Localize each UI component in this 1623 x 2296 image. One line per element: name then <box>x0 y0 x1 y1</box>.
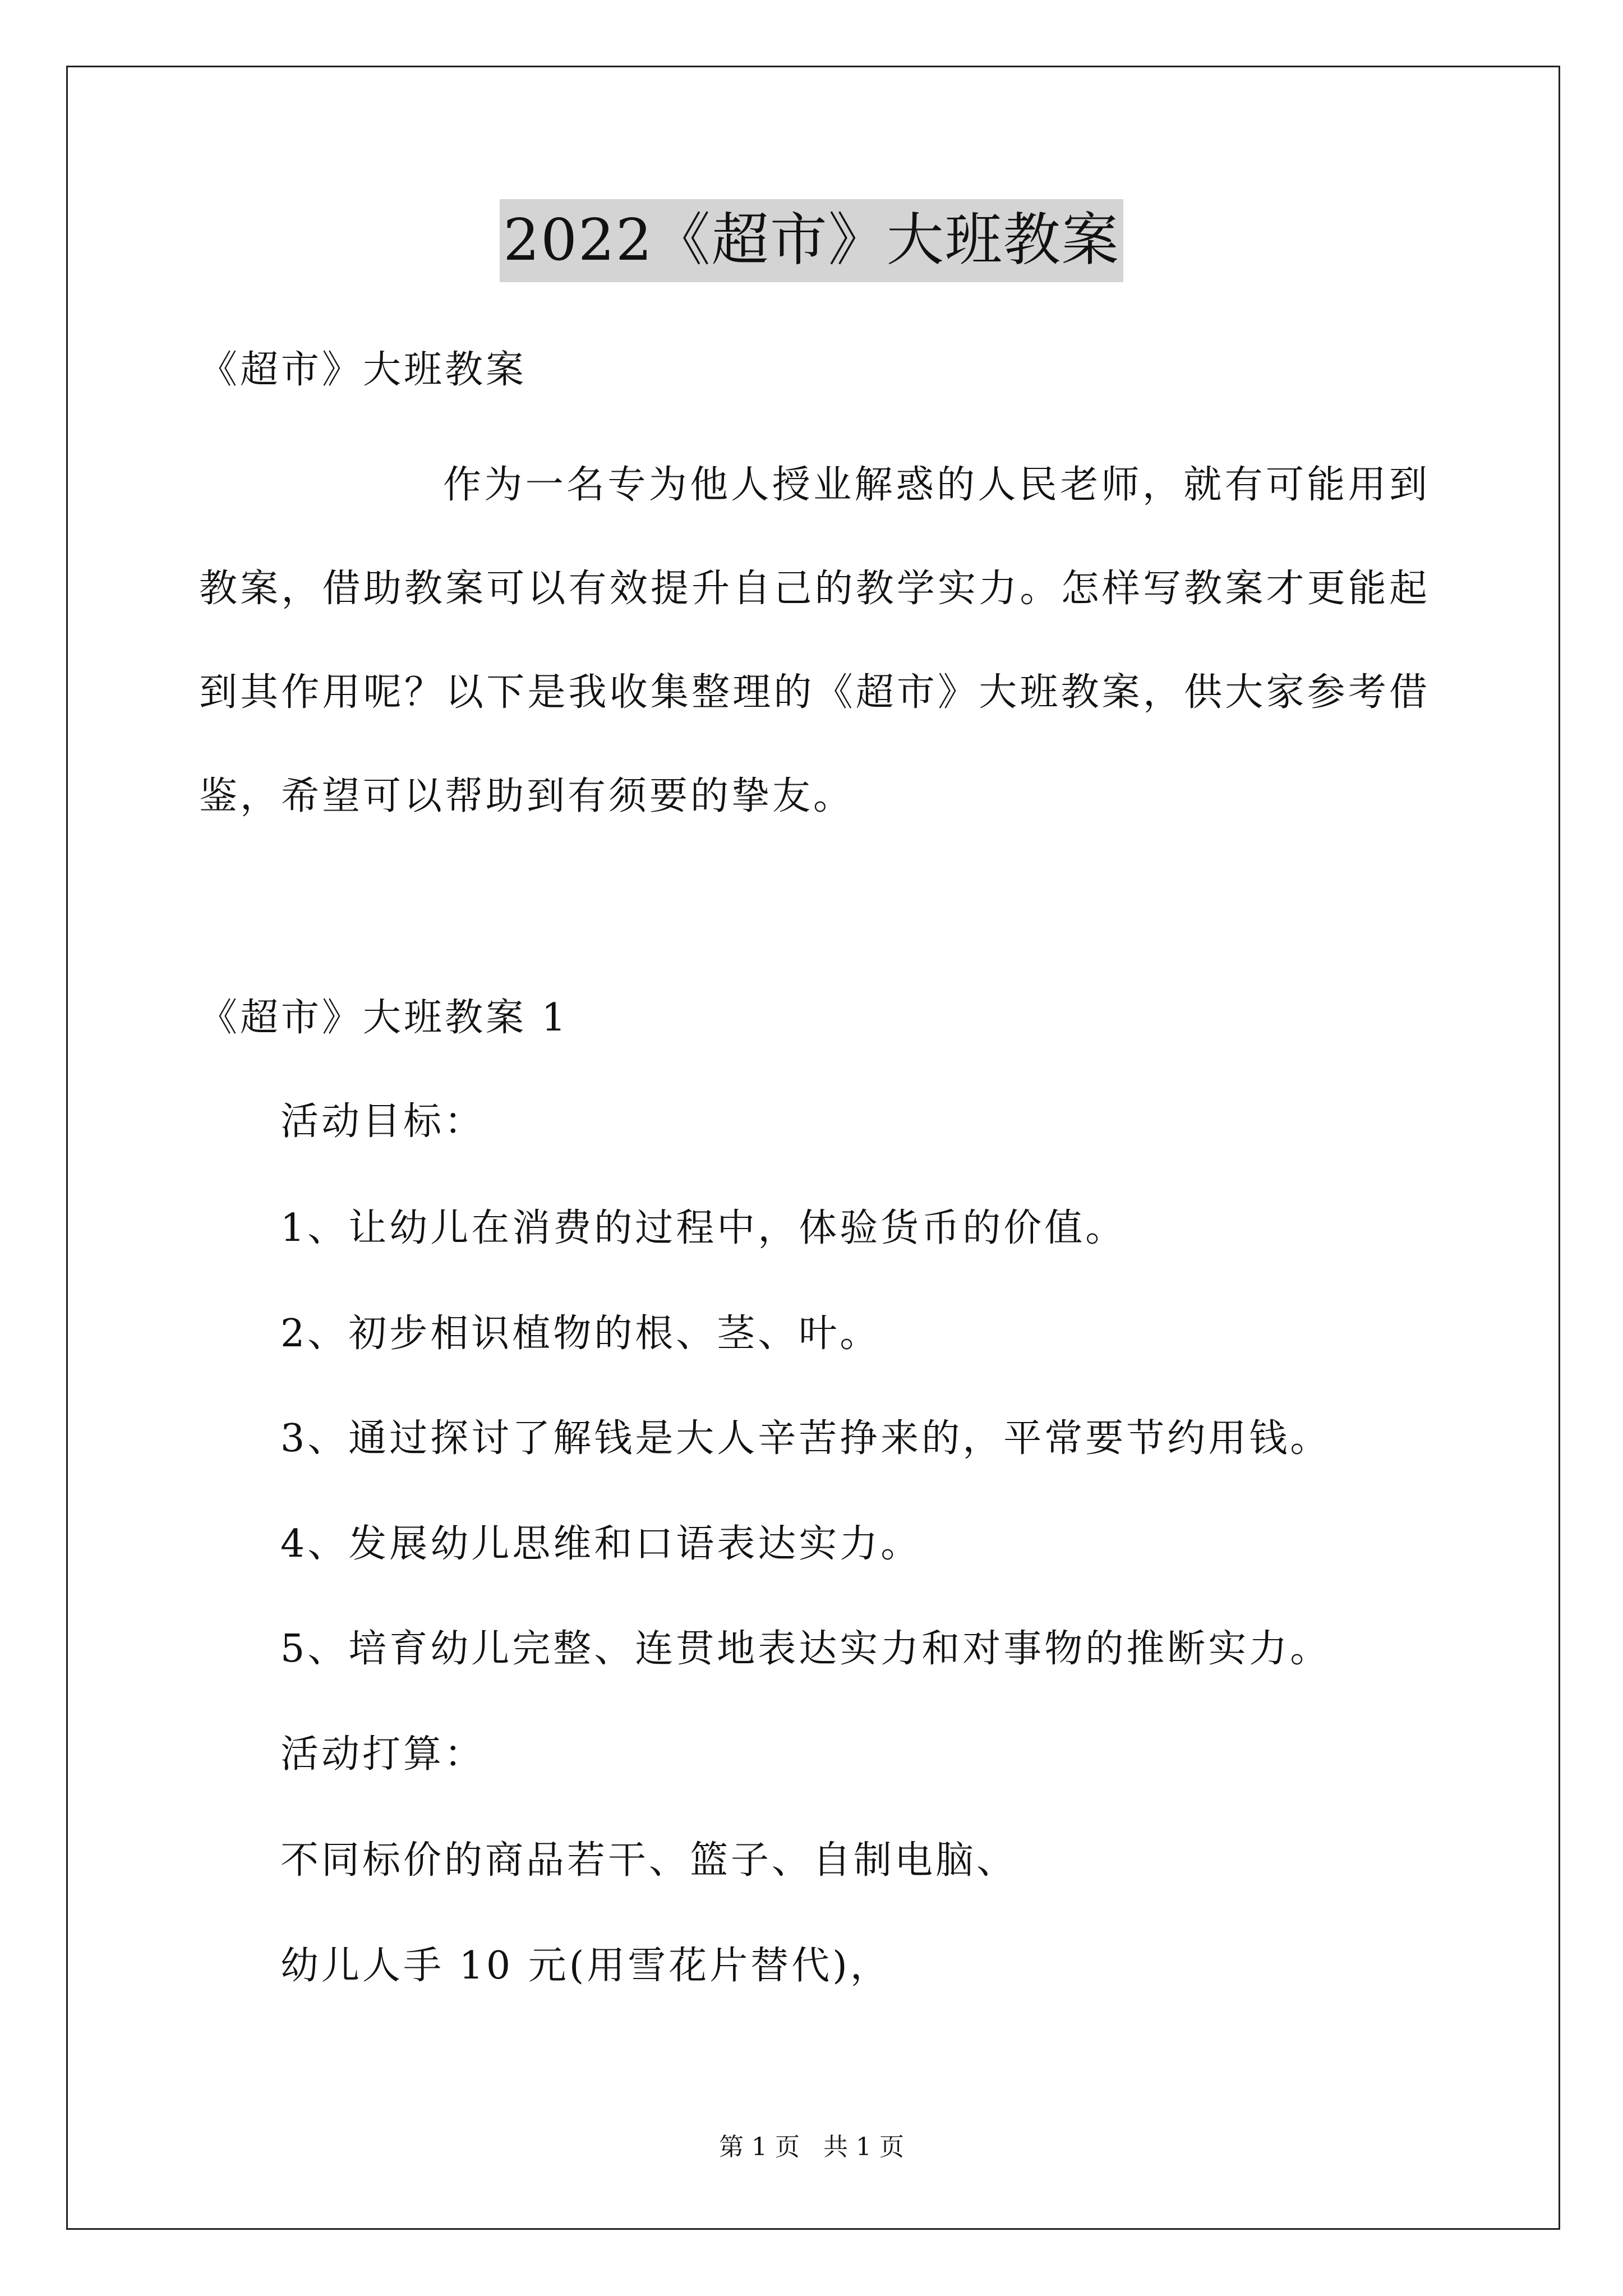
intro-line-4: 鉴，希望可以帮助到有须要的挚友。 <box>199 774 855 818</box>
prep-item-2: 幼儿人手 10 元(用雪花片替代)， <box>280 1944 891 1988</box>
goal-item-2: 2、初步相识植物的根、茎、叶。 <box>280 1312 881 1356</box>
prep-heading: 活动打算： <box>280 1732 486 1777</box>
goal-item-3: 3、通过探讨了解钱是大人辛苦挣来的，平常要节约用钱。 <box>280 1416 1331 1461</box>
section-heading: 《超市》大班教案 1 <box>199 996 569 1040</box>
document-subtitle: 《超市》大班教案 <box>199 348 527 392</box>
prep-item-1: 不同标价的商品若干、篮子、自制电脑、 <box>280 1838 1018 1883</box>
goal-item-4: 4、发展幼儿思维和口语表达实力。 <box>280 1522 922 1566</box>
goal-item-1: 1、让幼儿在消费的过程中，体验货币的价值。 <box>280 1206 1127 1250</box>
goal-item-5: 5、培育幼儿完整、连贯地表达实力和对事物的推断实力。 <box>280 1627 1331 1671</box>
page-footer: 第 1 页 共 1 页 <box>719 2133 904 2161</box>
document-title: 2022《超市》大班教案 <box>500 199 1123 282</box>
intro-line-2: 教案，借助教案可以有效提升自己的教学实力。怎样写教案才更能起 <box>199 567 1427 611</box>
intro-line-1: 作为一名专为他人授业解惑的人民老师，就有可能用到 <box>443 463 1427 507</box>
intro-line-3: 到其作用呢？以下是我收集整理的《超市》大班教案，供大家参考借 <box>199 670 1427 715</box>
title-container <box>0 199 1623 282</box>
goals-heading: 活动目标： <box>280 1099 486 1144</box>
